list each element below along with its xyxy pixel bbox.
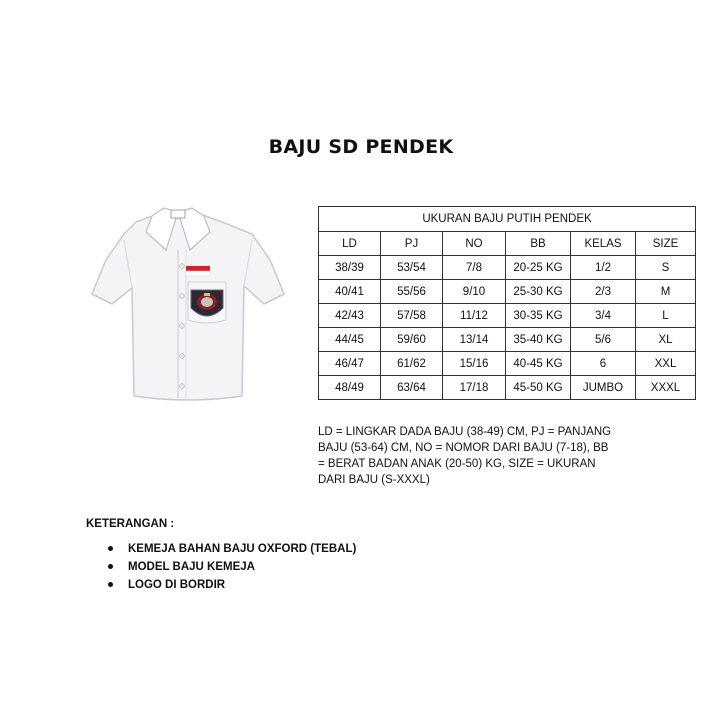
- table-cell: 61/62: [381, 352, 443, 376]
- table-row: [319, 280, 696, 304]
- table-cell: 46/47: [319, 352, 381, 376]
- table-cell: S: [636, 256, 696, 280]
- table-header: LD: [319, 232, 381, 256]
- table-header: KELAS: [571, 232, 636, 256]
- table-cell: 13/14: [443, 328, 506, 352]
- table-cell: 63/64: [381, 376, 443, 400]
- keterangan-list: [108, 540, 356, 594]
- size-table: [318, 206, 696, 400]
- table-cell: 59/60: [381, 328, 443, 352]
- table-cell: XXL: [636, 352, 696, 376]
- table-row: [319, 352, 696, 376]
- table-cell: 35-40 KG: [506, 328, 571, 352]
- table-cell: 15/16: [443, 352, 506, 376]
- table-cell: 53/54: [381, 256, 443, 280]
- table-cell: 55/56: [381, 280, 443, 304]
- table-cell: 38/39: [319, 256, 381, 280]
- table-row: [319, 328, 696, 352]
- table-cell: 57/58: [381, 304, 443, 328]
- table-cell: XL: [636, 328, 696, 352]
- table-header-row: [319, 232, 696, 256]
- table-cell: 40-45 KG: [506, 352, 571, 376]
- table-row: [319, 376, 696, 400]
- table-cell: XXXL: [636, 376, 696, 400]
- bullet-icon: [108, 546, 113, 551]
- table-cell: 9/10: [443, 280, 506, 304]
- table-cell: 3/4: [571, 304, 636, 328]
- page-title: BAJU SD PENDEK: [268, 136, 454, 158]
- list-item: MODEL BAJU KEMEJA: [108, 558, 356, 576]
- table-header: PJ: [381, 232, 443, 256]
- bullet-icon: [108, 564, 113, 569]
- table-header: NO: [443, 232, 506, 256]
- table-header: BB: [506, 232, 571, 256]
- table-row: [319, 304, 696, 328]
- table-cell: 1/2: [571, 256, 636, 280]
- table-cell: 7/8: [443, 256, 506, 280]
- table-cell: 30-35 KG: [506, 304, 571, 328]
- table-cell: 20-25 KG: [506, 256, 571, 280]
- table-cell: 5/6: [571, 328, 636, 352]
- table-row: [319, 256, 696, 280]
- shirt-image: [38, 200, 298, 420]
- table-cell: 6: [571, 352, 636, 376]
- table-cell: 42/43: [319, 304, 381, 328]
- table-cell: 2/3: [571, 280, 636, 304]
- table-cell: 17/18: [443, 376, 506, 400]
- school-badge-icon: [191, 290, 223, 316]
- table-cell: JUMBO: [571, 376, 636, 400]
- size-legend-description: LD = LINGKAR DADA BAJU (38-49) CM, PJ = PANJANG BAJU (53-64) CM, NO = NOMOR DARI BAJU (7-18), BB = BERAT BADAN ANAK (20-50) KG, SIZE = UKURAN DARI BAJU (S-XXXL): [318, 426, 612, 486]
- table-cell: 11/12: [443, 304, 506, 328]
- table-cell: 40/41: [319, 280, 381, 304]
- table-cell: 25-30 KG: [506, 280, 571, 304]
- table-cell: M: [636, 280, 696, 304]
- table-header: SIZE: [636, 232, 696, 256]
- list-item: KEMEJA BAHAN BAJU OXFORD (TEBAL): [108, 540, 356, 558]
- table-cell: 45-50 KG: [506, 376, 571, 400]
- table-cell: L: [636, 304, 696, 328]
- table-caption: UKURAN BAJU PUTIH PENDEK: [319, 207, 696, 232]
- table-cell: 44/45: [319, 328, 381, 352]
- list-item: LOGO DI BORDIR: [108, 576, 356, 594]
- keterangan-label: KETERANGAN :: [86, 518, 175, 530]
- bullet-icon: [108, 582, 113, 587]
- table-cell: 48/49: [319, 376, 381, 400]
